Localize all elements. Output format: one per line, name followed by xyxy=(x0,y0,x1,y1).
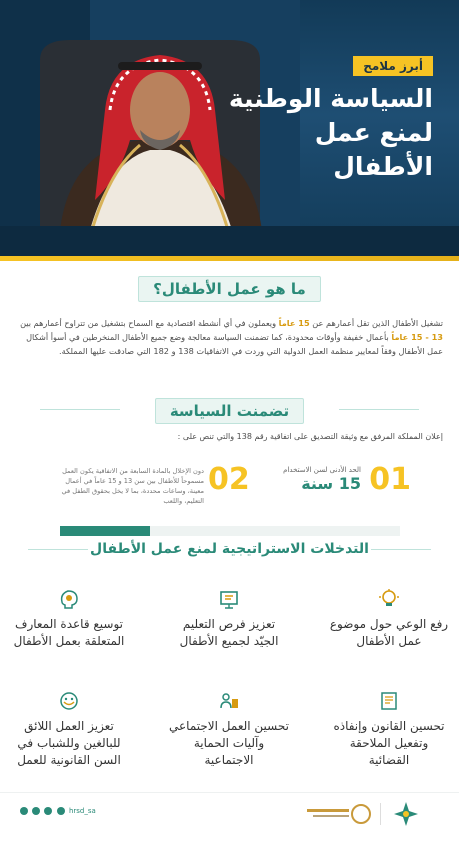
fact-01-number: 01 xyxy=(369,462,411,497)
instagram-icon[interactable] xyxy=(44,807,52,815)
desk xyxy=(0,226,459,256)
social-icon xyxy=(218,690,240,712)
education-icon xyxy=(218,588,240,610)
fact-01 xyxy=(251,466,361,493)
strategy-label: تحسين العمل الاجتماعي وآليات الحماية الاجتماعية xyxy=(169,719,289,767)
fact-02 xyxy=(54,466,204,506)
facts-underline-accent xyxy=(60,526,150,536)
social-handle[interactable]: hrsd_sa xyxy=(68,807,96,815)
footer xyxy=(0,792,459,851)
definition-text-1: تشغيل الأطفال الذين تقل أعمارهم عن xyxy=(309,318,443,328)
strategy-label: رفع الوعي حول موضوع عمل الأطفال xyxy=(329,617,449,648)
policy-intro: إعلان المملكة المرفق مع وثيقة التصديق على اتفاقية رقم 138 والتي تنص على : xyxy=(177,432,443,441)
policy-heading: تضمنت السياسة xyxy=(155,398,304,424)
fact-01-label: الحد الأدنى لسن الاستخدام xyxy=(283,466,361,474)
strategy-label: تعزيز فرص التعليم الجيّد لجميع الأطفال xyxy=(179,617,279,648)
footer-separator xyxy=(380,803,381,825)
strategies-heading: التدخلات الاستراتيجية لمنع عمل الأطفال xyxy=(90,541,369,557)
definition-text-2: ويعملون في أي أنشطة اقتصادية مع السماح بتشغيل من تتراوح أعمارهم بين xyxy=(20,318,279,328)
twitter-icon[interactable] xyxy=(20,807,28,815)
knowledge-icon xyxy=(58,588,80,610)
youtube-icon[interactable] xyxy=(32,807,40,815)
definition-highlight-age: 15 عاماً xyxy=(278,318,310,328)
strategy-item xyxy=(169,588,289,650)
fact-02-number: 02 xyxy=(208,462,250,497)
strategy-label: توسيع قاعدة المعارف المتعلقة بعمل الأطفال xyxy=(13,617,125,648)
strategy-item xyxy=(9,690,129,769)
definition-text xyxy=(16,316,443,358)
facebook-icon[interactable] xyxy=(57,807,65,815)
strategy-label: تحسين القانون وإنفاذه وتفعيل الملاحقة القضائية xyxy=(333,719,445,767)
hero-banner xyxy=(0,0,459,256)
family-council-logo xyxy=(303,801,373,827)
strategies-heading-wrap xyxy=(0,538,459,560)
strategy-item xyxy=(169,690,289,769)
fact-02-text: دون الإخلال بالمادة السابعة من الاتفاقية يكون العمل مسموحاً للأطفال بين سن 13 و 15 عاماً في أعمال معينة، وساعات محددة، بما لا يخل بحقوق الطفل في التعليم، واللعب xyxy=(61,467,204,505)
law-icon xyxy=(378,690,400,712)
definition-highlight-range: 13 - 15 عاماً xyxy=(391,332,443,342)
social-links xyxy=(20,807,96,815)
fact-01-value: 15 سنة xyxy=(301,474,361,493)
accent-stripe xyxy=(0,256,459,261)
definition-heading: ما هو عمل الأطفال؟ xyxy=(138,276,321,302)
policy-heading-wrap xyxy=(0,398,459,424)
hero-title: السياسة الوطنية لمنع عمل الأطفال xyxy=(228,84,433,181)
strategy-label: تعزيز العمل اللائق للبالغين وللشباب في السن القانونية للعمل xyxy=(17,719,121,767)
awareness-icon xyxy=(378,588,400,610)
strategy-item xyxy=(329,690,449,769)
hero-kicker: أبرز ملامح xyxy=(353,56,433,76)
definition-heading-wrap xyxy=(0,276,459,302)
strategy-item xyxy=(9,588,129,650)
strategy-item xyxy=(329,588,449,650)
definition-text-3: بأعمال خفيفة وأوقات محدودة، كما تضمنت السياسة معالجة وضع جميع الأطفال المنخرطين في أسوأ أشكال عمل الأطفال وفقاً لمعايير منظمة العمل الدولية التي وردت في الاتفاقيات 138 و 182 التي صادقت عليها المملكة. xyxy=(26,332,443,356)
ministry-logo xyxy=(391,799,421,829)
decent-work-icon xyxy=(58,690,80,712)
